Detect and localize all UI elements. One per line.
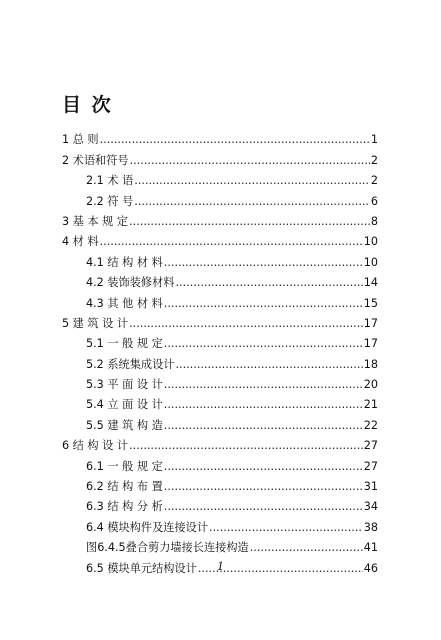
toc-entry[interactable] bbox=[62, 392, 378, 412]
leader-dots bbox=[164, 460, 363, 474]
toc-entry[interactable] bbox=[62, 209, 378, 229]
toc-entry-page: 34 bbox=[363, 500, 378, 514]
toc-entry[interactable] bbox=[62, 229, 378, 249]
page-number: 1 bbox=[217, 560, 224, 573]
leader-dots bbox=[175, 358, 362, 372]
toc-entry[interactable] bbox=[62, 331, 378, 351]
toc-entry-page: 15 bbox=[363, 296, 378, 310]
toc-entry-label: 1 总 则 bbox=[62, 133, 99, 147]
toc-entry-label: 6 结 构 设 计 bbox=[62, 439, 129, 453]
toc-entry-page: 8 bbox=[370, 214, 378, 228]
table-of-contents bbox=[62, 127, 378, 576]
toc-entry-label: 5.1 一 般 规 定 bbox=[86, 337, 163, 351]
leader-dots bbox=[250, 541, 363, 555]
toc-entry-label: 6.5 模块单元结构设计 bbox=[86, 561, 197, 575]
toc-entry[interactable] bbox=[62, 311, 378, 331]
leader-dots bbox=[100, 235, 363, 249]
toc-entry-label: 6.1 一 般 规 定 bbox=[86, 459, 163, 473]
toc-entry-label: 2 术语和符号 bbox=[62, 153, 129, 167]
toc-entry[interactable] bbox=[62, 412, 378, 432]
toc-entry-label: 4.2 装饰装修材料 bbox=[86, 276, 175, 290]
leader-dots bbox=[164, 480, 363, 494]
toc-entry[interactable] bbox=[62, 270, 378, 290]
toc-entry-page: 6 bbox=[370, 194, 378, 208]
toc-entry[interactable] bbox=[62, 147, 378, 167]
toc-entry-page: 2 bbox=[370, 153, 378, 167]
leader-dots bbox=[100, 133, 370, 147]
toc-entry-page: 10 bbox=[363, 255, 378, 269]
toc-entry-label: 5.4 立 面 设 计 bbox=[86, 398, 163, 412]
leader-dots bbox=[164, 419, 363, 433]
toc-entry[interactable] bbox=[62, 351, 378, 371]
toc-entry-label: 6.3 结 构 分 析 bbox=[86, 500, 163, 514]
leader-dots bbox=[129, 215, 370, 229]
toc-entry-page: 17 bbox=[363, 316, 378, 330]
leader-dots bbox=[175, 276, 362, 290]
toc-entry-label: 4.3 其 他 材 料 bbox=[86, 296, 163, 310]
leader-dots bbox=[164, 297, 363, 311]
leader-dots bbox=[130, 154, 370, 168]
toc-entry[interactable] bbox=[62, 188, 378, 208]
leader-dots bbox=[164, 378, 363, 392]
leader-dots bbox=[164, 337, 363, 351]
leader-dots bbox=[164, 256, 363, 270]
toc-entry[interactable] bbox=[62, 127, 378, 147]
toc-title: 目 次 bbox=[62, 94, 113, 116]
leader-dots bbox=[164, 500, 363, 514]
toc-entry[interactable] bbox=[62, 433, 378, 453]
toc-entry-label: 4.1 结 构 材 料 bbox=[86, 255, 163, 269]
toc-entry-label: 2.2 符 号 bbox=[86, 194, 134, 208]
toc-entry-page: 14 bbox=[363, 276, 378, 290]
toc-entry-page: 21 bbox=[363, 398, 378, 412]
toc-entry-page: 27 bbox=[363, 439, 378, 453]
toc-entry-page: 31 bbox=[363, 480, 378, 494]
toc-entry[interactable] bbox=[62, 290, 378, 310]
toc-entry-page: 18 bbox=[363, 357, 378, 371]
leader-dots bbox=[209, 521, 363, 535]
leader-dots bbox=[129, 439, 363, 453]
toc-entry-page: 22 bbox=[363, 418, 378, 432]
toc-entry-page: 17 bbox=[363, 337, 378, 351]
leader-dots bbox=[164, 398, 363, 412]
toc-entry-page: 41 bbox=[363, 541, 378, 555]
toc-entry[interactable] bbox=[62, 453, 378, 473]
toc-entry-page: 10 bbox=[363, 235, 378, 249]
toc-entry[interactable] bbox=[62, 494, 378, 514]
toc-entry-page: 2 bbox=[370, 174, 378, 188]
toc-entry-label: 5.3 平 面 设 计 bbox=[86, 378, 163, 392]
toc-entry-page: 20 bbox=[363, 378, 378, 392]
toc-entry[interactable] bbox=[62, 372, 378, 392]
toc-entry[interactable] bbox=[62, 168, 378, 188]
toc-entry-page: 38 bbox=[363, 520, 378, 534]
toc-entry-page: 46 bbox=[363, 561, 378, 575]
leader-dots bbox=[134, 195, 370, 209]
toc-entry-label: 3 基 本 规 定 bbox=[62, 214, 129, 228]
toc-entry-label: 4 材 料 bbox=[62, 235, 99, 249]
toc-entry[interactable] bbox=[62, 514, 378, 534]
toc-entry-page: 27 bbox=[363, 459, 378, 473]
toc-entry-label: 图6.4.5叠合剪力墙接长连接构造 bbox=[86, 541, 249, 555]
toc-entry-label: 2.1 术 语 bbox=[86, 174, 134, 188]
leader-dots bbox=[129, 317, 363, 331]
toc-entry[interactable] bbox=[62, 474, 378, 494]
toc-entry[interactable] bbox=[62, 535, 378, 555]
toc-entry-label: 6.4 模块构件及连接设计 bbox=[86, 520, 209, 534]
toc-entry[interactable] bbox=[62, 249, 378, 269]
toc-entry-label: 6.2 结 构 布 置 bbox=[86, 480, 163, 494]
leader-dots bbox=[134, 174, 370, 188]
toc-entry-label: 5.2 系统集成设计 bbox=[86, 357, 175, 371]
toc-entry-page: 1 bbox=[370, 133, 378, 147]
toc-entry-label: 5.5 建 筑 构 造 bbox=[86, 418, 163, 432]
toc-entry-label: 5 建 筑 设 计 bbox=[62, 316, 129, 330]
